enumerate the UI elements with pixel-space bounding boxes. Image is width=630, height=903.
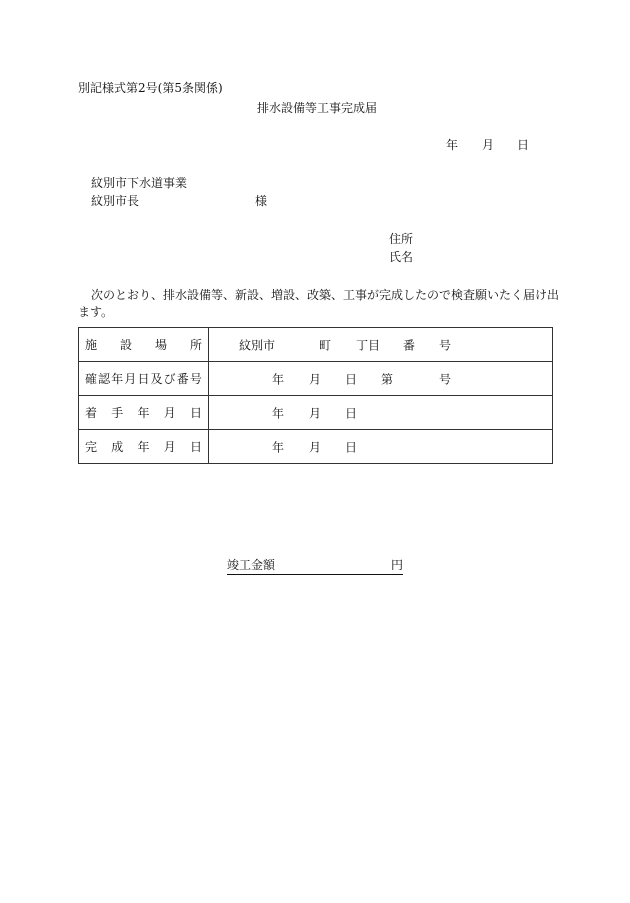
table-row-confirmation — [79, 362, 553, 396]
value-part: 年 — [272, 440, 285, 454]
value-part: 丁目 — [356, 338, 381, 352]
value-part: 紋別市 — [239, 338, 276, 352]
label-char: 施 — [85, 338, 98, 352]
table-row-location — [79, 328, 553, 362]
label-char: 及 — [150, 372, 163, 386]
value-part: 年 — [272, 406, 285, 420]
label-location — [79, 328, 209, 362]
recipient-organization: 紋別市下水道事業 — [91, 176, 188, 190]
currency-label: 円 — [390, 558, 403, 572]
label-char: 手 — [111, 406, 124, 420]
label-char: 年 — [111, 372, 124, 386]
value-part: 月 — [309, 440, 322, 454]
recipient-honorific: 様 — [255, 194, 268, 208]
value-part: 町 — [319, 338, 332, 352]
amount-label: 竣工金額 — [227, 558, 276, 572]
label-char: 日 — [137, 372, 150, 386]
label-char: 着 — [85, 406, 98, 420]
form-number: 別記様式第2号(第5条関係) — [78, 81, 223, 95]
label-char: 成 — [111, 440, 124, 454]
value-part: 番 — [403, 338, 416, 352]
label-confirmation-date-number — [79, 362, 209, 396]
table-row-start-date — [79, 396, 553, 430]
date-day-label: 日 — [517, 138, 530, 152]
label-char: 所 — [189, 338, 202, 352]
label-char: 日 — [189, 440, 202, 454]
value-part: 第 — [381, 372, 394, 386]
value-confirmation[interactable] — [209, 362, 553, 396]
label-char: 月 — [163, 440, 176, 454]
label-char: 番 — [176, 372, 189, 386]
applicant-name-label: 氏名 — [389, 250, 414, 264]
recipient-mayor: 紋別市長 — [91, 194, 140, 208]
label-char: 年 — [137, 406, 150, 420]
value-part: 日 — [345, 440, 358, 454]
label-char: 年 — [137, 440, 150, 454]
label-char: 設 — [119, 338, 132, 352]
completion-amount-field[interactable] — [227, 558, 403, 575]
label-char: 確 — [85, 372, 98, 386]
label-char: 月 — [124, 372, 137, 386]
value-start-date[interactable] — [209, 396, 553, 430]
value-part: 号 — [439, 338, 452, 352]
label-char: 月 — [163, 406, 176, 420]
label-start-date — [79, 396, 209, 430]
document-title: 排水設備等工事完成届 — [257, 101, 378, 115]
body-text-line1: 次のとおり、排水設備等、新設、増設、改築、工事が完成したので検査願いたく届け出 — [91, 288, 560, 302]
date-month-label: 月 — [482, 138, 495, 152]
date-year-label: 年 — [446, 138, 459, 152]
body-text-line2: ます。 — [78, 305, 114, 319]
completion-details-table — [78, 327, 553, 464]
value-part: 月 — [309, 406, 322, 420]
value-completion-date[interactable] — [209, 430, 553, 464]
value-part: 年 — [272, 372, 285, 386]
value-part: 月 — [309, 372, 322, 386]
value-part: 日 — [345, 372, 358, 386]
label-char: 日 — [189, 406, 202, 420]
value-part: 号 — [439, 372, 452, 386]
label-char: 認 — [98, 372, 111, 386]
label-char: 完 — [85, 440, 98, 454]
label-completion-date — [79, 430, 209, 464]
label-char: 場 — [154, 338, 167, 352]
value-location[interactable] — [209, 328, 553, 362]
label-char: び — [163, 372, 176, 386]
value-part: 日 — [345, 406, 358, 420]
label-char: 号 — [189, 372, 202, 386]
applicant-address-label: 住所 — [389, 232, 414, 246]
table-row-completion-date — [79, 430, 553, 464]
